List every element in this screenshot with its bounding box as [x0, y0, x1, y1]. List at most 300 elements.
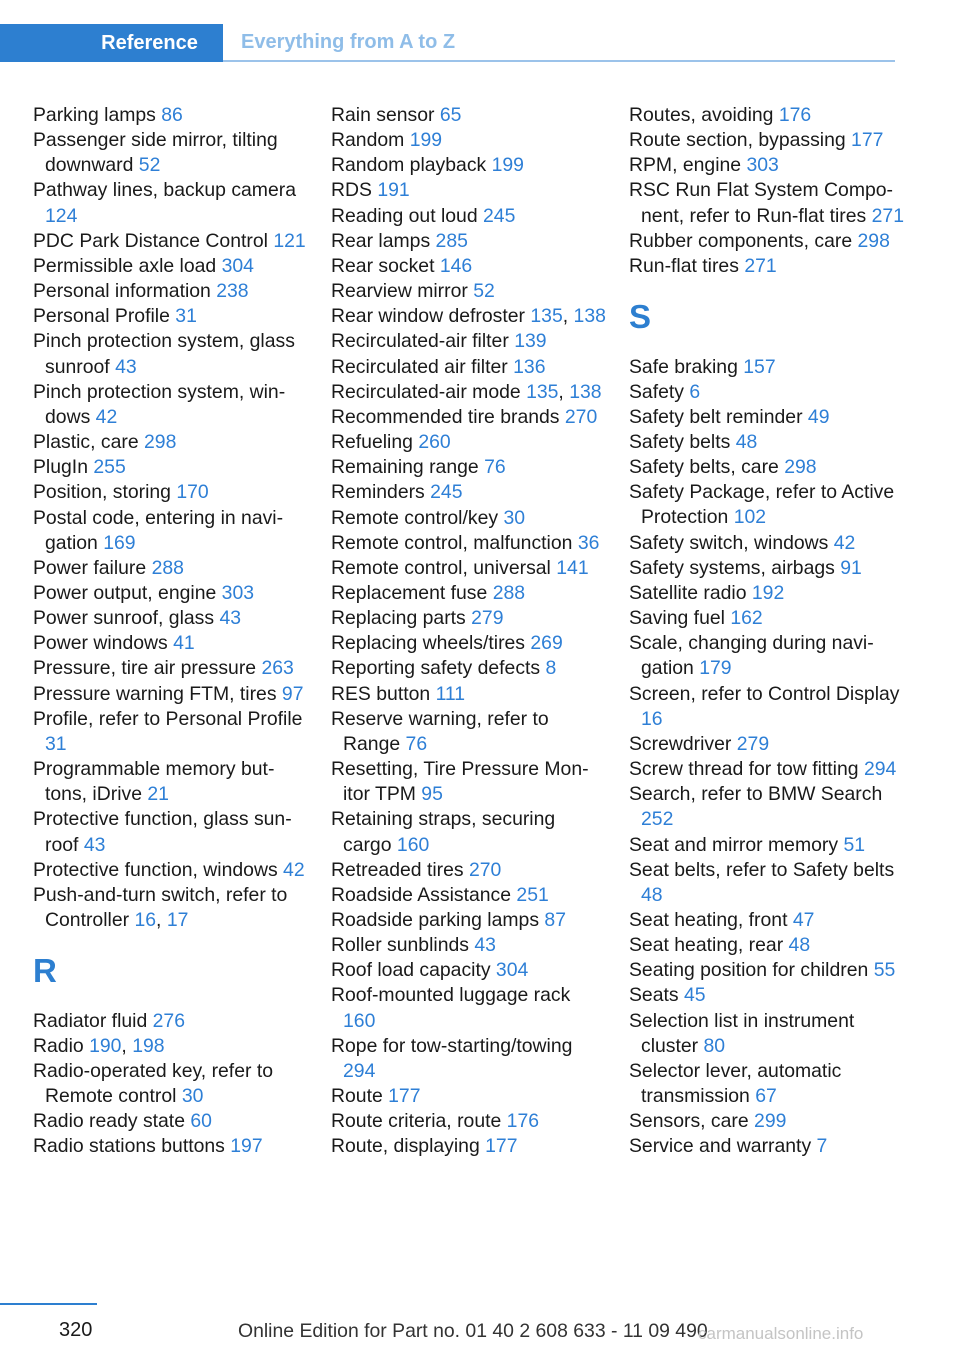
entry-term: Power windows	[33, 632, 174, 655]
page-link[interactable]: 245	[430, 481, 463, 504]
page-link[interactable]: 86	[161, 104, 183, 126]
page-link[interactable]: 80	[703, 1034, 726, 1057]
entry-term: Plastic, care	[33, 431, 144, 454]
index-entry	[33, 631, 308, 656]
entry-term: Reporting safety defects	[331, 657, 546, 680]
index-entry	[331, 480, 606, 505]
page-link[interactable]: 17	[166, 909, 189, 931]
page-link[interactable]: 42	[833, 531, 856, 554]
entry-term: Roller sunblinds	[331, 934, 475, 957]
entry-term: Roof load capacity	[331, 959, 496, 982]
page-link[interactable]: 192	[751, 581, 785, 604]
page-link[interactable]: 67	[755, 1085, 777, 1108]
page-link[interactable]: 177	[388, 1085, 421, 1108]
index-entry	[331, 1084, 606, 1109]
index-entry	[33, 304, 308, 329]
index-entry	[33, 556, 308, 581]
page-link[interactable]: 41	[173, 632, 195, 655]
page-link[interactable]: 42	[95, 405, 118, 428]
entry-term: Selector lever, automatic transmission	[629, 1059, 842, 1108]
entry-term: Replacement fuse	[331, 581, 493, 604]
index-entry	[331, 807, 606, 857]
entry-term: Push-and-turn switch, refer to Controller	[33, 883, 288, 931]
index-entry	[629, 455, 904, 480]
entry-term: Pathway lines, backup camera	[33, 179, 296, 202]
entry-term: Routes, avoiding	[629, 104, 779, 126]
index-entry	[33, 656, 308, 681]
index-column-2	[331, 103, 606, 1160]
index-entry	[331, 1134, 606, 1159]
page-link[interactable]: 294	[863, 758, 897, 781]
page-link[interactable]: 260	[418, 431, 451, 454]
page-link[interactable]: 304	[495, 959, 529, 982]
entry-term: Radio-operated key, refer to Remote control	[33, 1059, 273, 1108]
entry-term: Rear lamps	[331, 229, 436, 252]
entry-term: Route section, bypassing	[629, 129, 852, 152]
index-entry	[629, 128, 904, 153]
page-link[interactable]: 97	[281, 682, 304, 705]
index-entry	[629, 682, 904, 732]
index-entry	[33, 380, 308, 430]
page-link[interactable]: 111	[435, 682, 466, 705]
index-entry	[331, 631, 606, 656]
entry-term: Personal information	[33, 280, 217, 303]
index-entry	[331, 254, 606, 279]
entry-term: PlugIn	[33, 456, 94, 479]
index-entry	[331, 405, 606, 430]
index-entry	[33, 1134, 308, 1159]
entry-term: Reminders	[331, 481, 431, 504]
entry-term: Rear socket	[331, 254, 440, 277]
entry-term: Random	[331, 129, 410, 152]
page-link[interactable]: 135	[526, 380, 559, 403]
index-entry	[629, 908, 904, 933]
page-link[interactable]: 139	[514, 330, 547, 353]
page-link[interactable]: 162	[730, 607, 763, 630]
entry-term: Route criteria, route	[331, 1110, 507, 1133]
entry-term: Route, displaying	[331, 1135, 486, 1158]
index-entry	[33, 1034, 308, 1059]
page-link[interactable]: 288	[151, 556, 184, 579]
entry-term: Safety Package, refer to Active Protection	[629, 481, 895, 529]
page-link[interactable]: 43	[219, 607, 242, 630]
index-column-1	[33, 103, 308, 1160]
index-entry	[629, 531, 904, 556]
index-entry	[33, 506, 308, 556]
entry-term: Retreaded tires	[331, 858, 469, 881]
entry-term: Remote control, universal	[331, 556, 557, 579]
page-link[interactable]: 199	[409, 129, 443, 152]
index-entry	[331, 1034, 606, 1084]
entry-term: Reading out loud	[331, 204, 484, 227]
index-entry	[331, 455, 606, 480]
page-link[interactable]: 8	[545, 657, 557, 680]
entry-term: Radio	[33, 1034, 90, 1057]
index-entry	[331, 958, 606, 983]
page-link[interactable]: 36	[577, 531, 600, 554]
index-entry	[33, 682, 308, 707]
page-link[interactable]: 76	[405, 732, 428, 755]
entry-term: Retaining straps, securing cargo	[331, 808, 556, 856]
page-link[interactable]: 298	[144, 431, 177, 454]
entry-term: Rubber components, care	[629, 229, 858, 252]
entry-term: Power failure	[33, 556, 152, 579]
page-link[interactable]: 60	[190, 1110, 212, 1133]
page-link[interactable]: 43	[115, 355, 137, 378]
entry-term: Rearview mirror	[331, 280, 474, 303]
page-link[interactable]: 298	[784, 456, 817, 479]
page-link[interactable]: 298	[857, 229, 890, 252]
page-link[interactable]: 48	[788, 934, 811, 957]
page-link[interactable]: 31	[175, 305, 197, 328]
footer-divider	[0, 1303, 97, 1305]
entry-term: RPM, engine	[629, 154, 747, 177]
entry-term: Rope for tow-starting/towing	[331, 1034, 573, 1057]
section-letter-s: S	[629, 298, 652, 336]
entry-term: Seat belts, refer to Safety belts	[629, 858, 895, 881]
entry-term: Permissible axle load	[33, 254, 222, 277]
page-link[interactable]: 138	[569, 380, 602, 403]
entry-term: PDC Park Distance Control	[33, 229, 274, 252]
entry-term: Postal code, entering in navigation	[33, 506, 284, 554]
page-link[interactable]: 141	[556, 556, 589, 579]
entry-term: Safety	[629, 380, 690, 403]
index-entry	[331, 153, 606, 178]
index-entry	[629, 606, 904, 631]
index-entry	[33, 606, 308, 631]
page-separator: ,	[121, 1034, 133, 1057]
index-entry	[629, 355, 904, 380]
entry-term: Recirculated-air mode	[331, 380, 527, 403]
page-link[interactable]: 45	[683, 984, 706, 1007]
index-entry	[629, 254, 904, 279]
index-entry	[629, 958, 904, 983]
entry-term: Radio stations buttons	[33, 1135, 231, 1158]
page-link[interactable]: 288	[492, 581, 526, 604]
index-entry	[629, 757, 904, 782]
index-entry	[331, 304, 606, 329]
index-entry	[629, 229, 904, 254]
index-entry	[629, 430, 904, 455]
index-entry	[331, 506, 606, 531]
page-link[interactable]: 30	[181, 1085, 204, 1108]
entry-term: Resetting, Tire Pressure Monitor TPM	[331, 758, 589, 806]
index-entry	[33, 858, 308, 883]
index-entry	[629, 1109, 904, 1134]
page-separator: ,	[558, 380, 570, 403]
index-entry	[33, 757, 308, 807]
entry-term: Programmable memory buttons, iDrive	[33, 758, 275, 806]
index-entry	[331, 380, 606, 405]
page-link[interactable]: 276	[152, 1009, 185, 1032]
page-number: 320	[59, 1319, 93, 1341]
index-entry	[629, 556, 904, 581]
index-entry	[33, 430, 308, 455]
index-entry	[331, 229, 606, 254]
entry-term: Selection list in instrument cluster	[629, 1009, 855, 1057]
section-label: Reference	[101, 31, 198, 54]
page-link[interactable]: 6	[689, 380, 701, 403]
page-link[interactable]: 16	[641, 707, 663, 730]
page-link[interactable]: 304	[221, 254, 254, 277]
page-link[interactable]: 52	[138, 154, 161, 177]
entry-term: Service and warranty	[629, 1135, 817, 1158]
index-entry	[331, 128, 606, 153]
entry-term: Refueling	[331, 431, 419, 454]
index-entry	[331, 757, 606, 807]
page-link[interactable]: 52	[473, 280, 495, 303]
index-entry	[629, 405, 904, 430]
page-link[interactable]: 279	[471, 607, 504, 630]
index-column-3	[629, 103, 904, 1160]
page-link[interactable]: 65	[439, 104, 462, 126]
entry-term: Random playback	[331, 154, 492, 177]
index-entry	[33, 329, 308, 379]
page-link[interactable]: 21	[147, 783, 169, 806]
page-link[interactable]: 31	[45, 732, 67, 755]
index-entry	[33, 707, 308, 757]
entry-term: Remote control/key	[331, 506, 504, 529]
page-link[interactable]: 176	[506, 1110, 540, 1133]
edition-note: Online Edition for Part no. 01 40 2 608 633 - 11 09 490	[238, 1320, 708, 1342]
entry-term: Search, refer to BMW Search	[629, 783, 883, 806]
page-link[interactable]: 91	[840, 556, 862, 579]
page-link[interactable]: 30	[503, 506, 526, 529]
index-entry	[331, 707, 606, 757]
page-link[interactable]: 48	[735, 431, 758, 453]
page-link[interactable]: 197	[230, 1135, 263, 1158]
entry-term: Pinch protection system, glass sunroof	[33, 330, 295, 378]
entry-term: Screwdriver	[629, 732, 737, 755]
index-entry	[33, 1009, 308, 1034]
entry-term: Safety switch, windows	[629, 531, 834, 554]
page-link[interactable]: 191	[377, 179, 410, 202]
page-link[interactable]: 169	[103, 531, 136, 554]
index-entry	[629, 732, 904, 757]
entry-term: Roadside Assistance	[331, 883, 517, 906]
index-entry	[331, 933, 606, 958]
page-link[interactable]: 43	[474, 934, 496, 957]
index-entry	[33, 1059, 308, 1109]
index-entry	[331, 531, 606, 556]
index-entry	[629, 380, 904, 405]
page-header	[0, 24, 895, 62]
index-entry	[629, 153, 904, 178]
index-entry	[629, 581, 904, 606]
index-entry	[331, 279, 606, 304]
index-entry	[331, 656, 606, 681]
page-link[interactable]: 160	[396, 833, 430, 856]
page-link[interactable]: 190	[89, 1034, 122, 1057]
index-entry	[629, 1009, 904, 1059]
page-link[interactable]: 270	[468, 858, 502, 881]
page-link[interactable]: 170	[176, 481, 209, 504]
entry-term: Safety systems, airbags	[629, 556, 841, 579]
page-link[interactable]: 269	[530, 632, 563, 655]
entry-term: Satellite radio	[629, 581, 752, 604]
entry-term: Recirculated-air filter	[331, 330, 515, 353]
page-link[interactable]: 135	[530, 305, 563, 328]
entry-term: Recirculated air filter	[331, 355, 514, 378]
index-entry	[33, 1109, 308, 1134]
index-entry	[331, 883, 606, 908]
entry-term: Safety belt reminder	[629, 405, 808, 428]
index-entry	[629, 983, 904, 1008]
index-entry	[629, 858, 904, 908]
page-link[interactable]: 252	[641, 808, 674, 831]
entry-term: Safe braking	[629, 355, 744, 378]
index-entry	[33, 229, 308, 254]
page-link[interactable]: 199	[491, 154, 524, 177]
index-entry	[629, 782, 904, 832]
entry-term: Power output, engine	[33, 581, 222, 604]
page-link[interactable]: 102	[733, 506, 767, 529]
index-entry	[629, 178, 904, 228]
page-link[interactable]: 49	[807, 405, 830, 428]
page-link[interactable]: 198	[132, 1034, 165, 1057]
page-link[interactable]: 124	[45, 204, 78, 227]
entry-term: Seat and mirror memory	[629, 833, 844, 856]
entry-term: Personal Profile	[33, 305, 176, 328]
page-link[interactable]: 263	[261, 657, 294, 680]
page-link[interactable]: 7	[816, 1135, 828, 1158]
page-link[interactable]: 245	[483, 204, 516, 227]
index-entry	[629, 480, 904, 530]
page-link[interactable]: 43	[83, 833, 106, 856]
entry-term: Scale, changing during navigation	[629, 632, 874, 680]
entry-term: Radiator fluid	[33, 1009, 153, 1032]
entry-term: Route	[331, 1085, 389, 1108]
entry-term: Replacing wheels/tires	[331, 632, 531, 655]
entry-term: Remaining range	[331, 456, 485, 479]
watermark: carmanualsonline.info	[698, 1324, 864, 1343]
index-entry	[33, 254, 308, 279]
index-entry	[33, 480, 308, 505]
entry-term: Rain sensor	[331, 104, 440, 126]
index-entry	[33, 581, 308, 606]
page-link[interactable]: 251	[516, 883, 549, 906]
entry-term: Recommended tire brands	[331, 405, 565, 428]
page-link[interactable]: 238	[216, 280, 249, 303]
index-entry	[331, 430, 606, 455]
entry-term: Pressure warning FTM, tires	[33, 682, 282, 705]
entry-term: Screen, refer to Control Display	[629, 682, 900, 705]
entry-term: Rear window defroster	[331, 305, 531, 328]
page-link[interactable]: 271	[871, 204, 904, 227]
entry-term: Radio ready state	[33, 1110, 191, 1133]
page-link[interactable]: 51	[843, 833, 866, 856]
entry-term: Run-flat tires	[629, 254, 745, 277]
entry-term: Power sunroof, glass	[33, 607, 220, 630]
page-link[interactable]: 270	[564, 405, 598, 428]
entry-term: Pressure, tire air pressure	[33, 657, 262, 680]
page-link[interactable]: 271	[744, 254, 777, 277]
entry-term: Roof-mounted luggage rack	[331, 984, 571, 1007]
page-link[interactable]: 47	[792, 908, 815, 931]
entry-term: Parking lamps	[33, 104, 162, 126]
entry-term: Seating position for children	[629, 959, 874, 982]
page-separator: ,	[156, 909, 167, 931]
entry-term: Seat heating, rear	[629, 934, 789, 957]
page-link[interactable]: 48	[641, 883, 663, 906]
page-link[interactable]: 294	[343, 1059, 376, 1082]
page-link[interactable]: 279	[736, 732, 770, 755]
entry-term: Safety belts, care	[629, 456, 785, 479]
index-entry	[331, 908, 606, 933]
page-link[interactable]: 303	[221, 581, 255, 604]
entry-term: Screw thread for tow fitting	[629, 758, 864, 781]
entry-term: Saving fuel	[629, 607, 731, 630]
page-link[interactable]: 136	[513, 355, 546, 378]
page-link[interactable]: 138	[573, 305, 606, 328]
entry-term: RSC Run Flat System Component, refer to Run-flat tires	[629, 179, 894, 227]
entry-term: Seats	[629, 984, 684, 1007]
page-link[interactable]: 160	[343, 1009, 376, 1032]
page-link[interactable]: 303	[746, 154, 779, 177]
index-entry	[33, 128, 308, 178]
page-link[interactable]: 16	[134, 909, 157, 931]
page-link[interactable]: 146	[439, 254, 473, 277]
page-link[interactable]: 42	[283, 858, 305, 881]
entry-term: Sensors, care	[629, 1110, 755, 1133]
entry-term: Protective function, glass sunroof	[33, 808, 292, 856]
index-entry	[331, 204, 606, 229]
entry-term: Remote control, malfunction	[331, 531, 578, 554]
index-entry	[33, 807, 308, 857]
entry-term: Reserve warning, refer to Range	[331, 707, 549, 755]
index-entry	[331, 606, 606, 631]
index-entry	[331, 355, 606, 380]
section-tab	[0, 24, 223, 62]
page-link[interactable]: 255	[93, 456, 126, 479]
index-entry	[331, 556, 606, 581]
page-link[interactable]: 177	[485, 1135, 518, 1158]
index-entry	[331, 682, 606, 707]
index-entry	[331, 178, 606, 203]
index-entry	[33, 103, 308, 128]
page-link[interactable]: 177	[851, 129, 884, 152]
entry-term: RDS	[331, 179, 378, 202]
index-entry	[331, 103, 606, 128]
entry-term: Profile, refer to Personal Profile	[33, 707, 303, 730]
index-entry	[331, 983, 606, 1033]
page-link[interactable]: 176	[778, 104, 812, 126]
page-link[interactable]: 76	[484, 456, 506, 479]
index-entry	[629, 1134, 904, 1159]
entry-term: Seat heating, front	[629, 908, 793, 931]
entry-term: RES button	[331, 682, 436, 705]
entry-term: Replacing parts	[331, 607, 472, 630]
entry-term: Protective function, windows	[33, 858, 284, 881]
page-link[interactable]: 285	[435, 229, 468, 252]
page-link[interactable]: 95	[421, 783, 443, 806]
index-entry	[629, 631, 904, 681]
page-link[interactable]: 121	[273, 229, 306, 252]
page-separator: ,	[562, 305, 574, 328]
page-link[interactable]: 87	[544, 909, 566, 931]
page-link[interactable]: 55	[873, 959, 896, 982]
index-entry	[33, 279, 308, 304]
entry-term: Safety belts	[629, 431, 736, 453]
page-link[interactable]: 179	[699, 657, 732, 680]
index-entry	[331, 858, 606, 883]
index-entry	[33, 178, 308, 228]
page-link[interactable]: 157	[743, 355, 776, 378]
chapter-title: Everything from A to Z	[223, 24, 895, 62]
page-link[interactable]: 299	[754, 1110, 787, 1133]
index-entry	[629, 933, 904, 958]
entry-term: Position, storing	[33, 481, 177, 504]
